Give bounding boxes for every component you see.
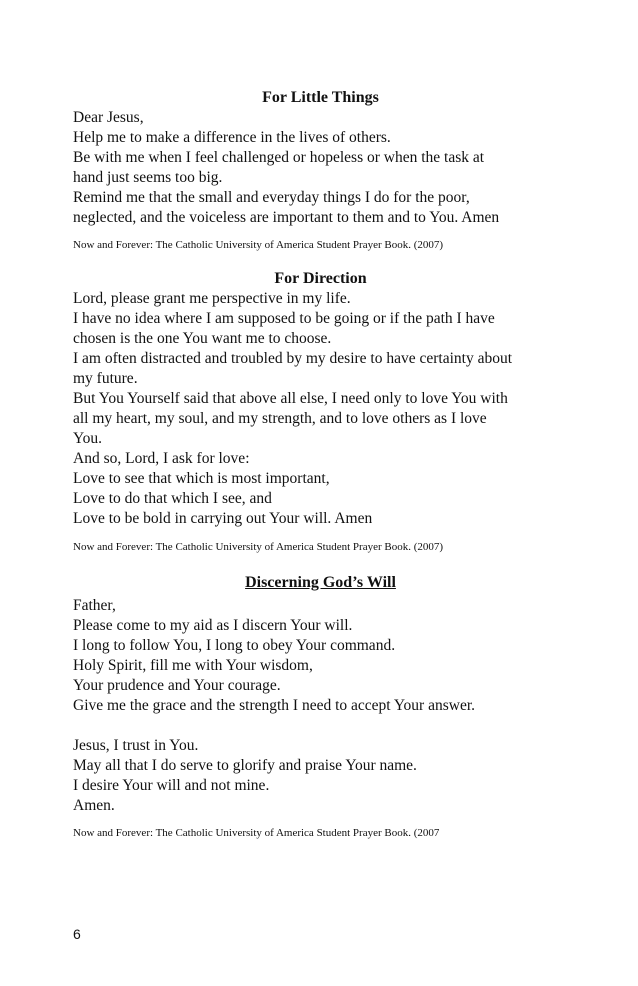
prayer-line: neglected, and the voiceless are important to them and to You. Amen: [73, 209, 500, 226]
prayer-line: Please come to my aid as I discern Your will.: [73, 617, 353, 634]
prayer-line: Love to see that which is most important,: [73, 470, 330, 487]
prayer-line: I have no idea where I am supposed to be going or if the path I have: [73, 310, 495, 327]
prayer-line: But You Yourself said that above all else, I need only to love You with: [73, 390, 508, 407]
prayer-body: [73, 289, 568, 529]
blank-line: [73, 716, 568, 736]
document-page: [73, 88, 568, 840]
prayer-line: May all that I do serve to glorify and praise Your name.: [73, 757, 417, 774]
prayer-line: I long to follow You, I long to obey Your command.: [73, 637, 396, 654]
prayer-line: Amen.: [73, 797, 115, 814]
prayer-title: For Direction: [274, 270, 367, 287]
prayer-line: all my heart, my soul, and my strength, and to love others as I love: [73, 410, 487, 427]
prayer-source-citation: Now and Forever: The Catholic University of America Student Prayer Book. (2007): [73, 541, 444, 553]
page-number: 6: [73, 926, 81, 942]
prayer-line: hand just seems too big.: [73, 169, 223, 186]
prayer-line: Dear Jesus,: [73, 109, 144, 126]
prayer-line: Love to be bold in carrying out Your will. Amen: [73, 510, 373, 527]
prayer-line: Love to do that which I see, and: [73, 490, 272, 507]
prayer-line: my future.: [73, 370, 138, 387]
prayer-discerning-gods-will: [73, 573, 568, 840]
prayer-line: And so, Lord, I ask for love:: [73, 450, 250, 467]
prayer-for-little-things: [73, 88, 568, 252]
prayer-line: I desire Your will and not mine.: [73, 777, 270, 794]
prayer-line: You.: [73, 430, 103, 447]
prayer-body: [73, 108, 568, 228]
prayer-source-citation: Now and Forever: The Catholic University of America Student Prayer Book. (2007): [73, 239, 444, 251]
prayer-line: chosen is the one You want me to choose.: [73, 330, 332, 347]
prayer-title: For Little Things: [262, 89, 379, 106]
prayer-source-citation: Now and Forever: The Catholic University of America Student Prayer Book. (2007: [73, 827, 440, 839]
prayer-line: Holy Spirit, fill me with Your wisdom,: [73, 657, 313, 674]
prayer-line: Give me the grace and the strength I need to accept Your answer.: [73, 697, 476, 714]
prayer-for-direction: [73, 269, 568, 554]
prayer-line: Remind me that the small and everyday things I do for the poor,: [73, 189, 470, 206]
prayer-line: Lord, please grant me perspective in my life.: [73, 290, 351, 307]
prayer-title: Discerning God’s Will: [245, 574, 396, 591]
prayer-line: Help me to make a difference in the lives of others.: [73, 129, 391, 146]
prayer-line: Your prudence and Your courage.: [73, 677, 281, 694]
prayer-line: Jesus, I trust in You.: [73, 737, 199, 754]
prayer-line: Be with me when I feel challenged or hopeless or when the task at: [73, 149, 485, 166]
prayer-line: I am often distracted and troubled by my desire to have certainty about: [73, 350, 513, 367]
prayer-line: Father,: [73, 597, 116, 614]
prayer-body: [73, 596, 568, 816]
